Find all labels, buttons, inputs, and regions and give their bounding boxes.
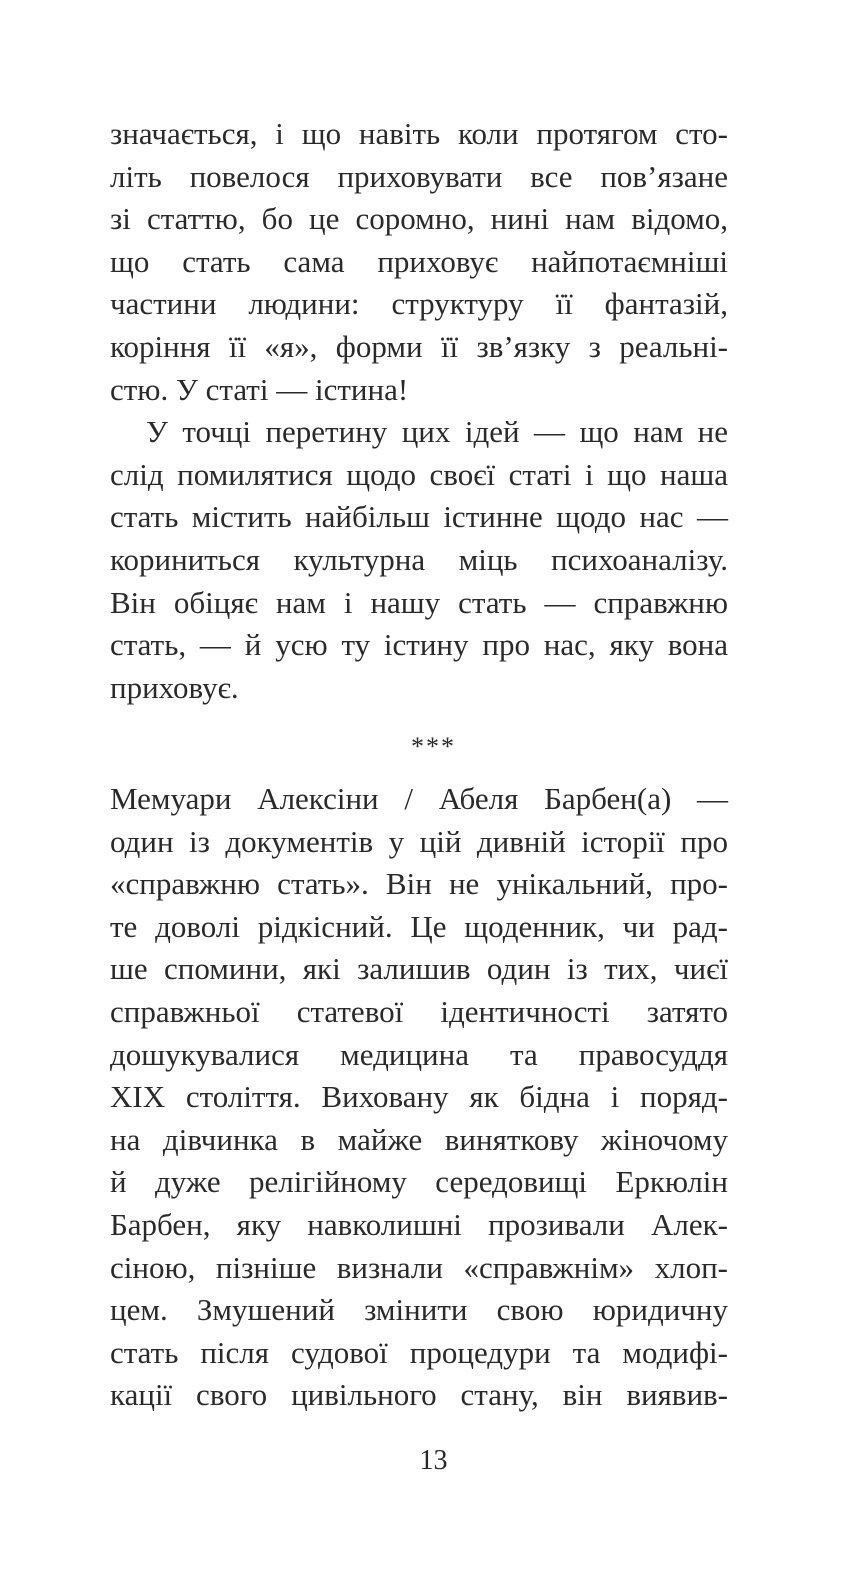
- text-line: приховує.: [110, 669, 239, 705]
- text-line: коріння її «я», форми її зв’язку з реальні-: [110, 328, 728, 364]
- text-line: стать містить найбільш істинне щодо нас —: [110, 499, 728, 535]
- paragraph-1: [110, 113, 728, 411]
- text-line: значається, і що навіть коли протягом сто-: [110, 116, 728, 151]
- text-line: дошукувалися медицина та правосуддя: [110, 1036, 728, 1072]
- text-line: частини людини: структуру її фантазій,: [110, 286, 728, 322]
- text-line: Барбен, яку навколишні прозивали Алек-: [110, 1206, 728, 1242]
- section-separator: ***: [411, 732, 456, 761]
- text-line: слід помилятися щодо своєї статі і що наша: [110, 456, 728, 492]
- text-line: зі статтю, бо це соромно, нині нам відомо,: [110, 201, 728, 237]
- text-line: стать після судової процедури та модифі-: [110, 1334, 728, 1370]
- paragraph-3: [110, 778, 728, 1417]
- main-text-top: [110, 113, 728, 709]
- text-line: XIX століття. Виховану як бідна і поряд-: [110, 1079, 728, 1115]
- text-line: кориниться культурна міць психоаналізу.: [110, 541, 728, 577]
- paragraph-2: [110, 411, 728, 709]
- text-line: що стать сама приховує найпотаємніші: [110, 243, 728, 279]
- text-line: ше спомини, які залишив один із тих, чиєї: [110, 951, 728, 987]
- text-line: на дівчинка в майже виняткову жіночому: [110, 1121, 728, 1157]
- text-line: Він обіцяє нам і нашу стать — справжню: [110, 584, 728, 620]
- text-line: сіною, пізніше визнали «справжнім» хлоп-: [110, 1249, 728, 1285]
- text-line: цем. Змушений змінити свою юридичну: [110, 1292, 728, 1328]
- text-line: один із документів у цій дивній історії про: [110, 823, 728, 859]
- main-text-bottom: [110, 778, 728, 1417]
- text-line: літь повелося приховувати все пов’язане: [110, 158, 728, 194]
- page-number: 13: [419, 1445, 448, 1476]
- text-line: кації свого цивільного стану, він виявив-: [110, 1377, 728, 1413]
- text-line: стать, — й усю ту істину про нас, яку вона: [110, 627, 728, 663]
- text-line: й дуже релігійному середовищі Еркюлін: [110, 1164, 728, 1200]
- text-line: стю. У статі — істина!: [110, 371, 409, 407]
- text-line: У точці перетину цих ідей — що нам не: [146, 414, 728, 450]
- text-line: Мемуари Алексіни / Абеля Барбен(а) —: [110, 781, 728, 816]
- text-line: справжньої статевої ідентичності затято: [110, 993, 728, 1029]
- text-line: те доволі рідкісний. Це щоденник, чи рад-: [110, 908, 728, 944]
- text-line: «справжню стать». Він не унікальний, про-: [110, 866, 728, 902]
